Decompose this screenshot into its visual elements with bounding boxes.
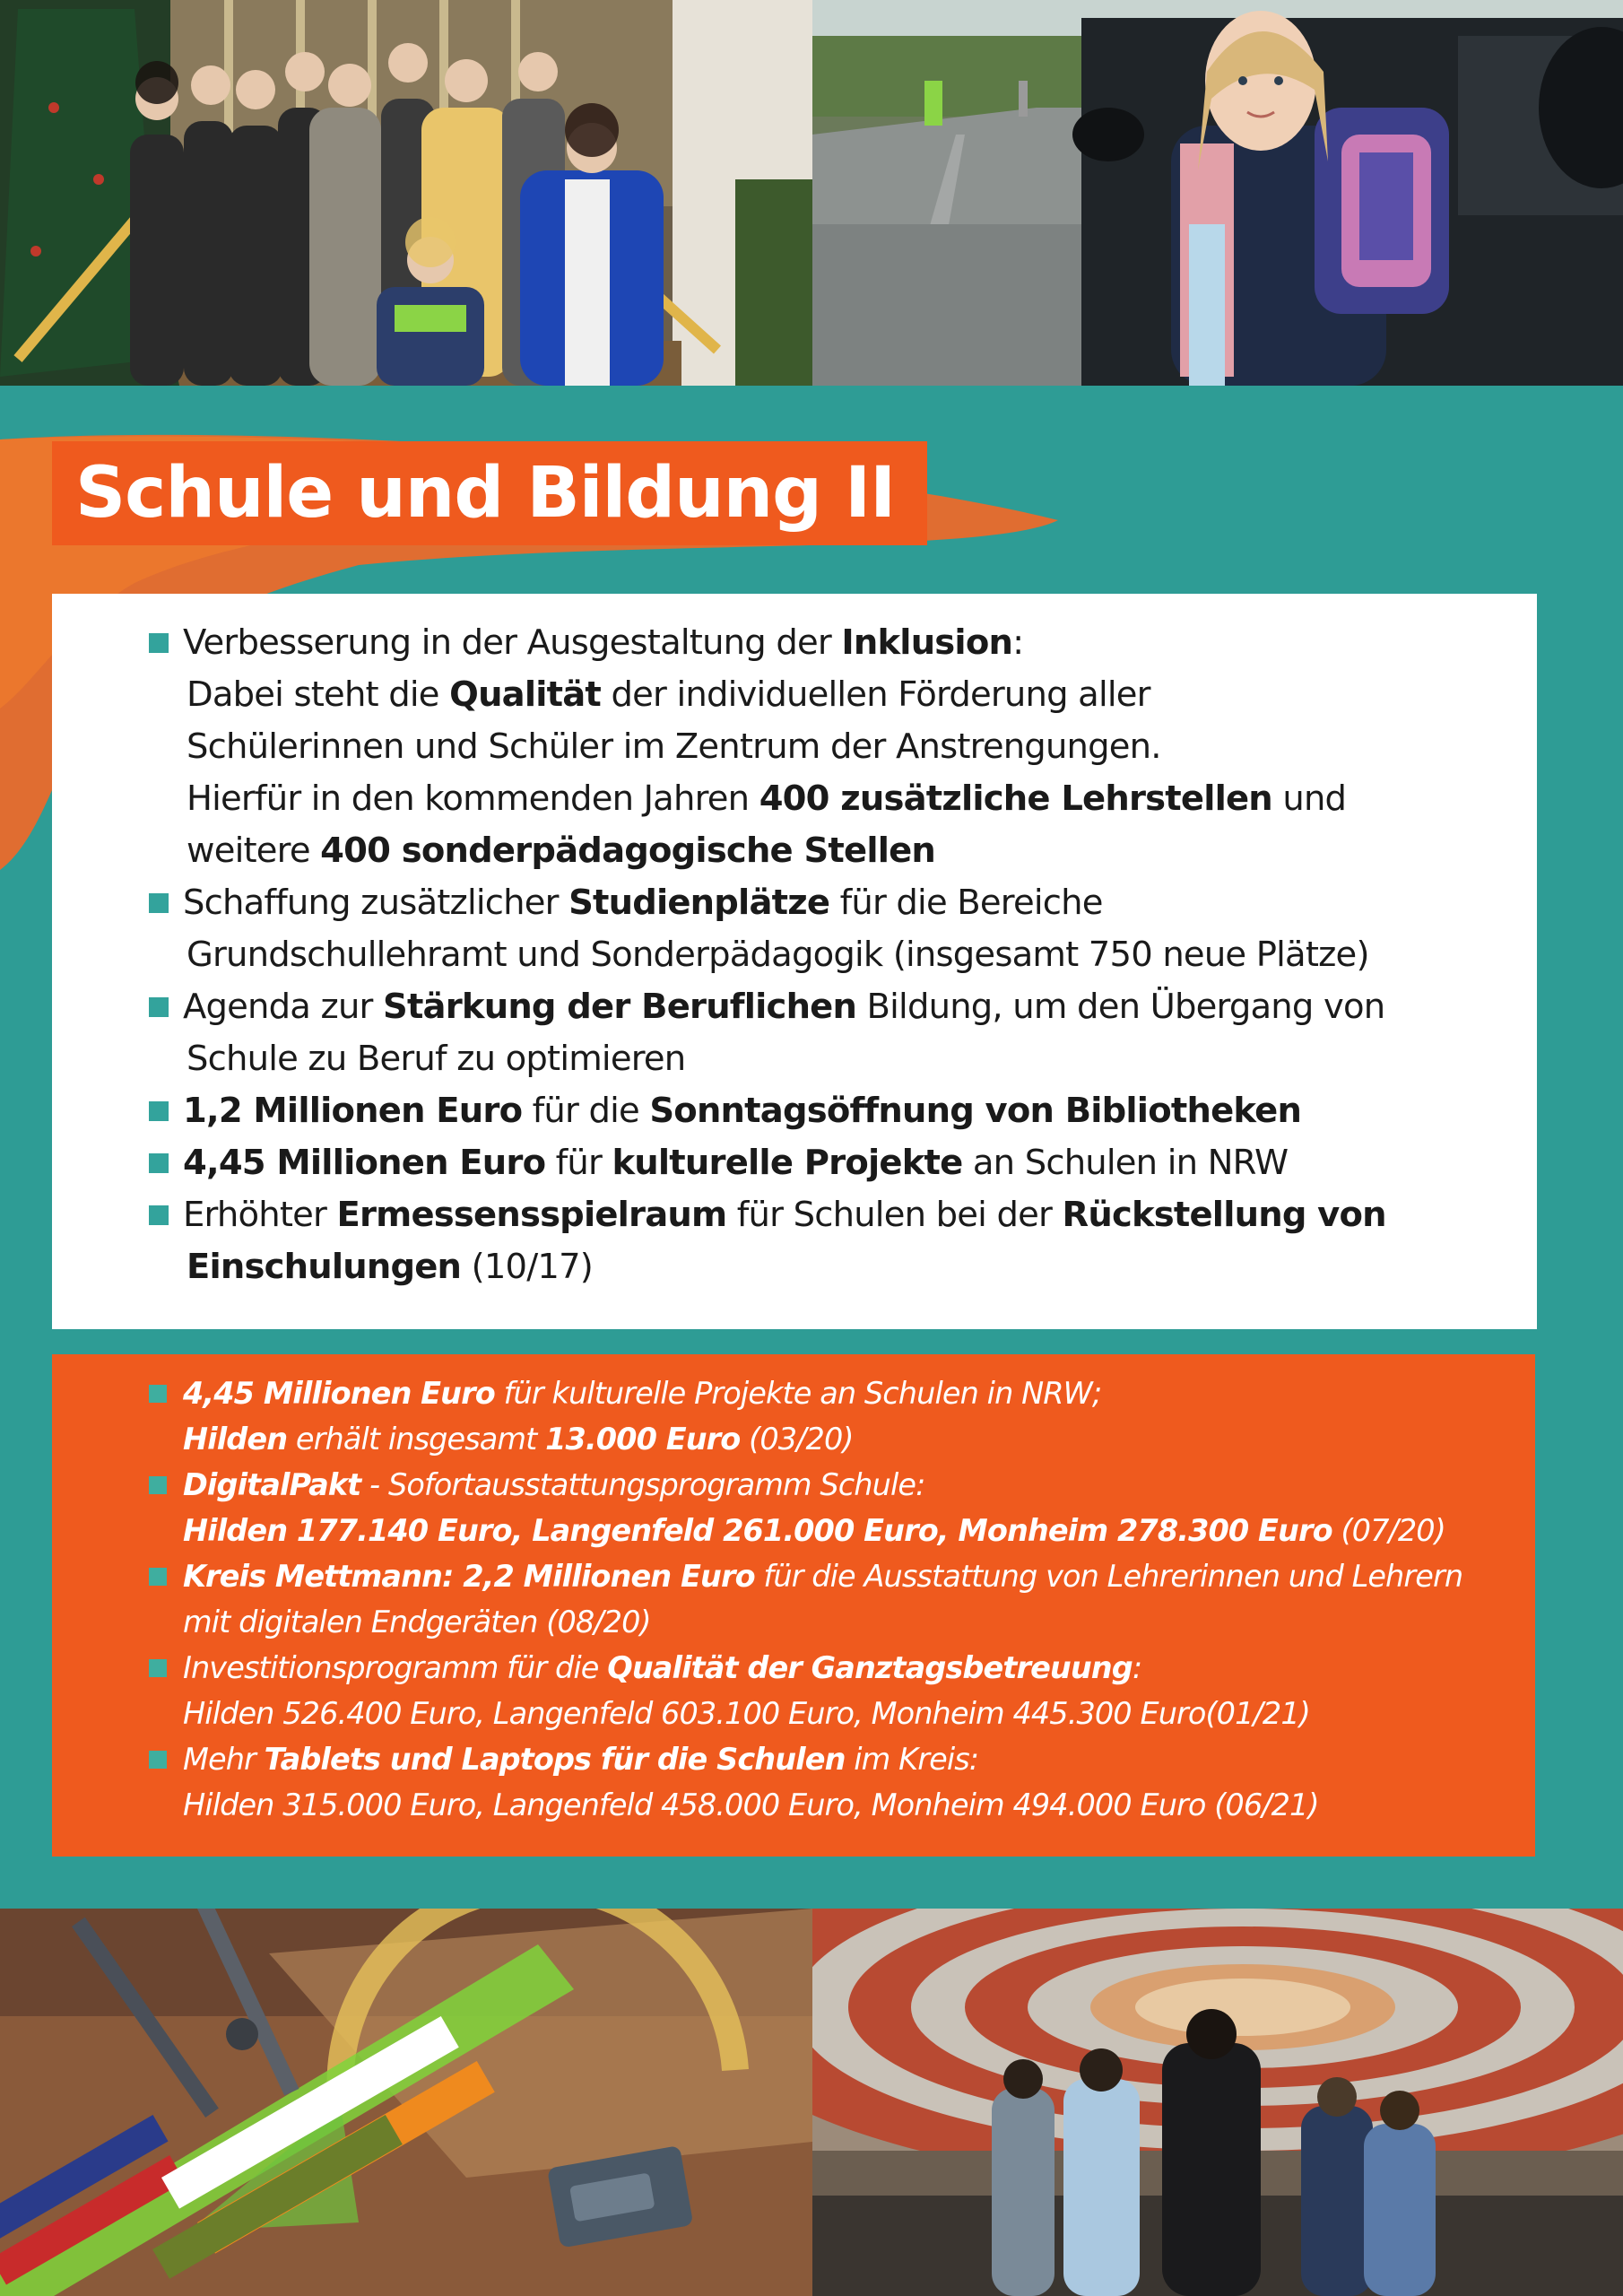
orange-item-line — [183, 1508, 1535, 1553]
photo-girl-with-backpack — [812, 0, 1623, 386]
orange-item-line — [183, 1553, 1535, 1599]
body-text: (03/20) — [740, 1422, 854, 1457]
body-text: für die Ausstattung von Lehrerinnen und Lehrern — [754, 1559, 1463, 1594]
emphasis-text: Stärkung der Beruflichen — [383, 987, 857, 1027]
emphasis-text: 4,45 Millionen Euro — [183, 1376, 495, 1411]
emphasis-text: Einschulungen — [187, 1247, 462, 1287]
emphasis-text: Hilden 177.140 Euro, Langenfeld 261.000 Euro, Monheim 278.300 Euro — [183, 1513, 1332, 1548]
page-title: Schule und Bildung II — [75, 453, 896, 534]
body-text: Verbesserung in der Ausgestaltung der — [183, 622, 842, 663]
emphasis-text: kulturelle Projekte — [612, 1143, 963, 1183]
emphasis-text: Rückstellung von — [1062, 1195, 1386, 1235]
emphasis-text: Qualität der Ganztagsbetreuung — [607, 1650, 1133, 1685]
body-text: Schaffung zusätzlicher — [183, 883, 569, 923]
orange-item-line — [183, 1416, 1535, 1462]
white-item-line — [183, 825, 1537, 877]
main-content-box — [52, 594, 1537, 1329]
emphasis-text: Inklusion — [841, 622, 1013, 663]
white-item — [149, 1189, 1537, 1293]
white-item — [149, 1137, 1537, 1189]
orange-item — [149, 1645, 1535, 1736]
body-text: Agenda zur — [183, 987, 384, 1027]
square-bullet-icon — [149, 893, 169, 913]
white-item-line — [183, 1085, 1537, 1137]
body-text: - Sofortausstattungsprogramm Schule: — [360, 1467, 925, 1502]
emphasis-text: 4,45 Millionen Euro — [183, 1143, 546, 1183]
square-bullet-icon — [149, 1385, 167, 1403]
white-item-line — [183, 1189, 1537, 1241]
body-text: für kulturelle Projekte an Schulen in NRW; — [494, 1376, 1102, 1411]
body-text: Investitionsprogramm für die — [183, 1650, 608, 1685]
body-text: und — [1271, 778, 1347, 819]
emphasis-text: Tablets und Laptops für die Schulen — [264, 1742, 846, 1777]
body-text: Hilden 526.400 Euro, Langenfeld 603.100 Euro, Monheim 445.300 Euro(01/21) — [183, 1696, 1310, 1731]
square-bullet-icon — [149, 1568, 167, 1586]
white-item-line — [183, 617, 1537, 669]
square-bullet-icon — [149, 1476, 167, 1494]
photo-plenary-hall — [812, 1909, 1623, 2296]
orange-item — [149, 1462, 1535, 1553]
emphasis-text: 400 sonderpädagogische Stellen — [320, 831, 936, 871]
body-text: weitere — [187, 831, 321, 871]
body-text: Grundschullehramt und Sonderpädagogik (insgesamt 750 neue Plätze) — [187, 935, 1369, 975]
emphasis-text: 400 zusätzliche Lehrstellen — [759, 778, 1272, 819]
photo-school-supplies — [0, 1909, 812, 2296]
white-item — [149, 617, 1537, 877]
body-text: : — [1012, 622, 1024, 663]
body-text: Erhöhter — [183, 1195, 337, 1235]
orange-item-line — [183, 1691, 1535, 1736]
body-text: Mehr — [183, 1742, 265, 1777]
emphasis-text: Sonntagsöffnung von Bibliotheken — [649, 1091, 1302, 1131]
body-text: erhält insgesamt — [287, 1422, 546, 1457]
photo-group-on-stairs — [0, 0, 812, 386]
white-item-line — [183, 877, 1537, 929]
body-text: für Schulen bei der — [726, 1195, 1063, 1235]
body-text: Hilden 315.000 Euro, Langenfeld 458.000 Euro, Monheim 494.000 Euro (06/21) — [183, 1787, 1319, 1822]
square-bullet-icon — [149, 997, 169, 1017]
square-bullet-icon — [149, 1205, 169, 1225]
emphasis-text: Studienplätze — [568, 883, 830, 923]
body-text: im Kreis: — [845, 1742, 979, 1777]
body-text: der individuellen Förderung aller — [601, 674, 1150, 715]
square-bullet-icon — [149, 1101, 169, 1121]
body-text: (07/20) — [1332, 1513, 1445, 1548]
body-text: Schülerinnen und Schüler im Zentrum der Anstrengungen. — [187, 726, 1161, 767]
body-text: : — [1132, 1650, 1142, 1685]
orange-item — [149, 1736, 1535, 1828]
emphasis-text: 13.000 Euro — [545, 1422, 741, 1457]
body-text: Schule zu Beruf zu optimieren — [187, 1039, 686, 1079]
regional-funding-box — [52, 1354, 1535, 1857]
orange-item-line — [183, 1462, 1535, 1508]
emphasis-text: Qualität — [449, 674, 602, 715]
orange-item — [149, 1553, 1535, 1645]
white-item-line — [183, 1241, 1537, 1293]
square-bullet-icon — [149, 1659, 167, 1677]
body-text: für die Bereiche — [829, 883, 1103, 923]
body-text: mit digitalen Endgeräten (08/20) — [183, 1605, 651, 1639]
white-item-line — [183, 773, 1537, 825]
body-text: für — [545, 1143, 612, 1183]
square-bullet-icon — [149, 1153, 169, 1173]
orange-item — [149, 1370, 1535, 1462]
white-item-line — [183, 929, 1537, 981]
body-text: an Schulen in NRW — [962, 1143, 1289, 1183]
square-bullet-icon — [149, 633, 169, 653]
white-item — [149, 981, 1537, 1085]
white-item-line — [183, 721, 1537, 773]
white-item-line — [183, 981, 1537, 1033]
measures-list — [52, 594, 1537, 1293]
emphasis-text: Ermessensspielraum — [336, 1195, 727, 1235]
body-text: Bildung, um den Übergang von — [856, 987, 1385, 1027]
orange-item-line — [183, 1599, 1535, 1645]
title-banner — [52, 441, 927, 545]
white-item-line — [183, 1137, 1537, 1189]
orange-item-line — [183, 1370, 1535, 1416]
emphasis-text: Hilden — [183, 1422, 288, 1457]
emphasis-text: 1,2 Millionen Euro — [183, 1091, 523, 1131]
white-item-line — [183, 669, 1537, 721]
orange-item-line — [183, 1736, 1535, 1782]
emphasis-text: DigitalPakt — [183, 1467, 361, 1502]
body-text: Hierfür in den kommenden Jahren — [187, 778, 759, 819]
orange-item-line — [183, 1782, 1535, 1828]
square-bullet-icon — [149, 1751, 167, 1769]
white-item — [149, 877, 1537, 981]
white-item — [149, 1085, 1537, 1137]
emphasis-text: Kreis Mettmann: 2,2 Millionen Euro — [183, 1559, 755, 1594]
white-item-line — [183, 1033, 1537, 1085]
orange-item-line — [183, 1645, 1535, 1691]
funding-list — [52, 1354, 1535, 1828]
body-text: für die — [522, 1091, 650, 1131]
body-text: Dabei steht die — [187, 674, 450, 715]
body-text: (10/17) — [461, 1247, 593, 1287]
